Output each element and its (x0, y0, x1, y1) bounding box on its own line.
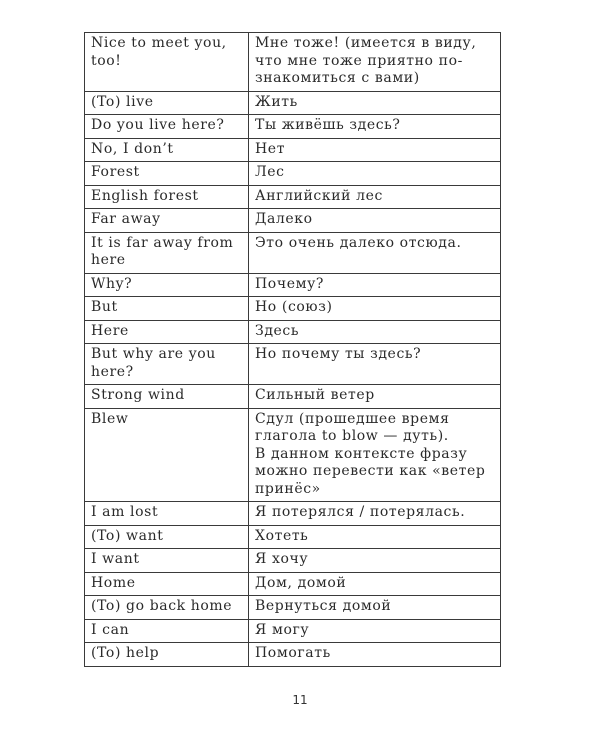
table-row (85, 385, 501, 409)
russian-translation-cell: Здесь (249, 320, 501, 344)
english-phrase-cell: Strong wind (85, 385, 249, 409)
russian-translation-cell: Дом, домой (249, 572, 501, 596)
english-phrase-cell: Here (85, 320, 249, 344)
english-phrase-cell: But (85, 297, 249, 321)
table-row (85, 619, 501, 643)
table-row (85, 209, 501, 233)
russian-translation-cell: Я потерялся / потерялась. (249, 502, 501, 526)
russian-translation-cell: Я хочу (249, 549, 501, 573)
table-row (85, 320, 501, 344)
english-phrase-cell: I can (85, 619, 249, 643)
table-row (85, 185, 501, 209)
russian-translation-cell: Но почему ты здесь? (249, 344, 501, 385)
english-phrase-cell: I want (85, 549, 249, 573)
english-phrase-cell: Blew (85, 408, 249, 502)
english-phrase-cell: Nice to meet you, too! (85, 33, 249, 92)
english-phrase-cell: No, I don’t (85, 138, 249, 162)
russian-translation-cell: Нет (249, 138, 501, 162)
russian-translation-cell: Помогать (249, 643, 501, 667)
russian-translation-cell: Сильный ветер (249, 385, 501, 409)
table-row (85, 273, 501, 297)
russian-translation-cell: Но (союз) (249, 297, 501, 321)
table-row (85, 138, 501, 162)
russian-translation-cell: Это очень далеко отсюда. (249, 232, 501, 273)
table-row (85, 33, 501, 92)
english-phrase-cell: But why are you here? (85, 344, 249, 385)
english-phrase-cell: English forest (85, 185, 249, 209)
russian-translation-cell: Сдул (прошедшее время глагола to blow — дуть). В данном контексте фразу можно перевести как «ветер принёс» (249, 408, 501, 502)
table-row (85, 408, 501, 502)
table-row (85, 162, 501, 186)
russian-translation-cell: Я могу (249, 619, 501, 643)
russian-translation-cell: Далеко (249, 209, 501, 233)
russian-translation-cell: Ты живёшь здесь? (249, 115, 501, 139)
table-row (85, 643, 501, 667)
russian-translation-cell: Жить (249, 91, 501, 115)
english-phrase-cell: (To) help (85, 643, 249, 667)
russian-translation-cell: Вернуться домой (249, 596, 501, 620)
russian-translation-cell: Английский лес (249, 185, 501, 209)
table-row (85, 572, 501, 596)
russian-translation-cell: Лес (249, 162, 501, 186)
russian-translation-cell: Почему? (249, 273, 501, 297)
table-row (85, 91, 501, 115)
english-phrase-cell: Why? (85, 273, 249, 297)
english-phrase-cell: Far away (85, 209, 249, 233)
vocabulary-table (84, 32, 501, 667)
table-row (85, 115, 501, 139)
vocabulary-table-body (85, 33, 501, 667)
table-row (85, 297, 501, 321)
table-row (85, 549, 501, 573)
english-phrase-cell: (To) live (85, 91, 249, 115)
table-row (85, 232, 501, 273)
table-row (85, 525, 501, 549)
english-phrase-cell: I am lost (85, 502, 249, 526)
russian-translation-cell: Хотеть (249, 525, 501, 549)
english-phrase-cell: (To) go back home (85, 596, 249, 620)
english-phrase-cell: Do you live here? (85, 115, 249, 139)
english-phrase-cell: It is far away from here (85, 232, 249, 273)
english-phrase-cell: Home (85, 572, 249, 596)
english-phrase-cell: Forest (85, 162, 249, 186)
english-phrase-cell: (To) want (85, 525, 249, 549)
russian-translation-cell: Мне тоже! (имеется в виду, что мне тоже приятно по- знакомиться с вами) (249, 33, 501, 92)
page-number: 11 (292, 693, 308, 707)
table-row (85, 344, 501, 385)
table-row (85, 596, 501, 620)
table-row (85, 502, 501, 526)
